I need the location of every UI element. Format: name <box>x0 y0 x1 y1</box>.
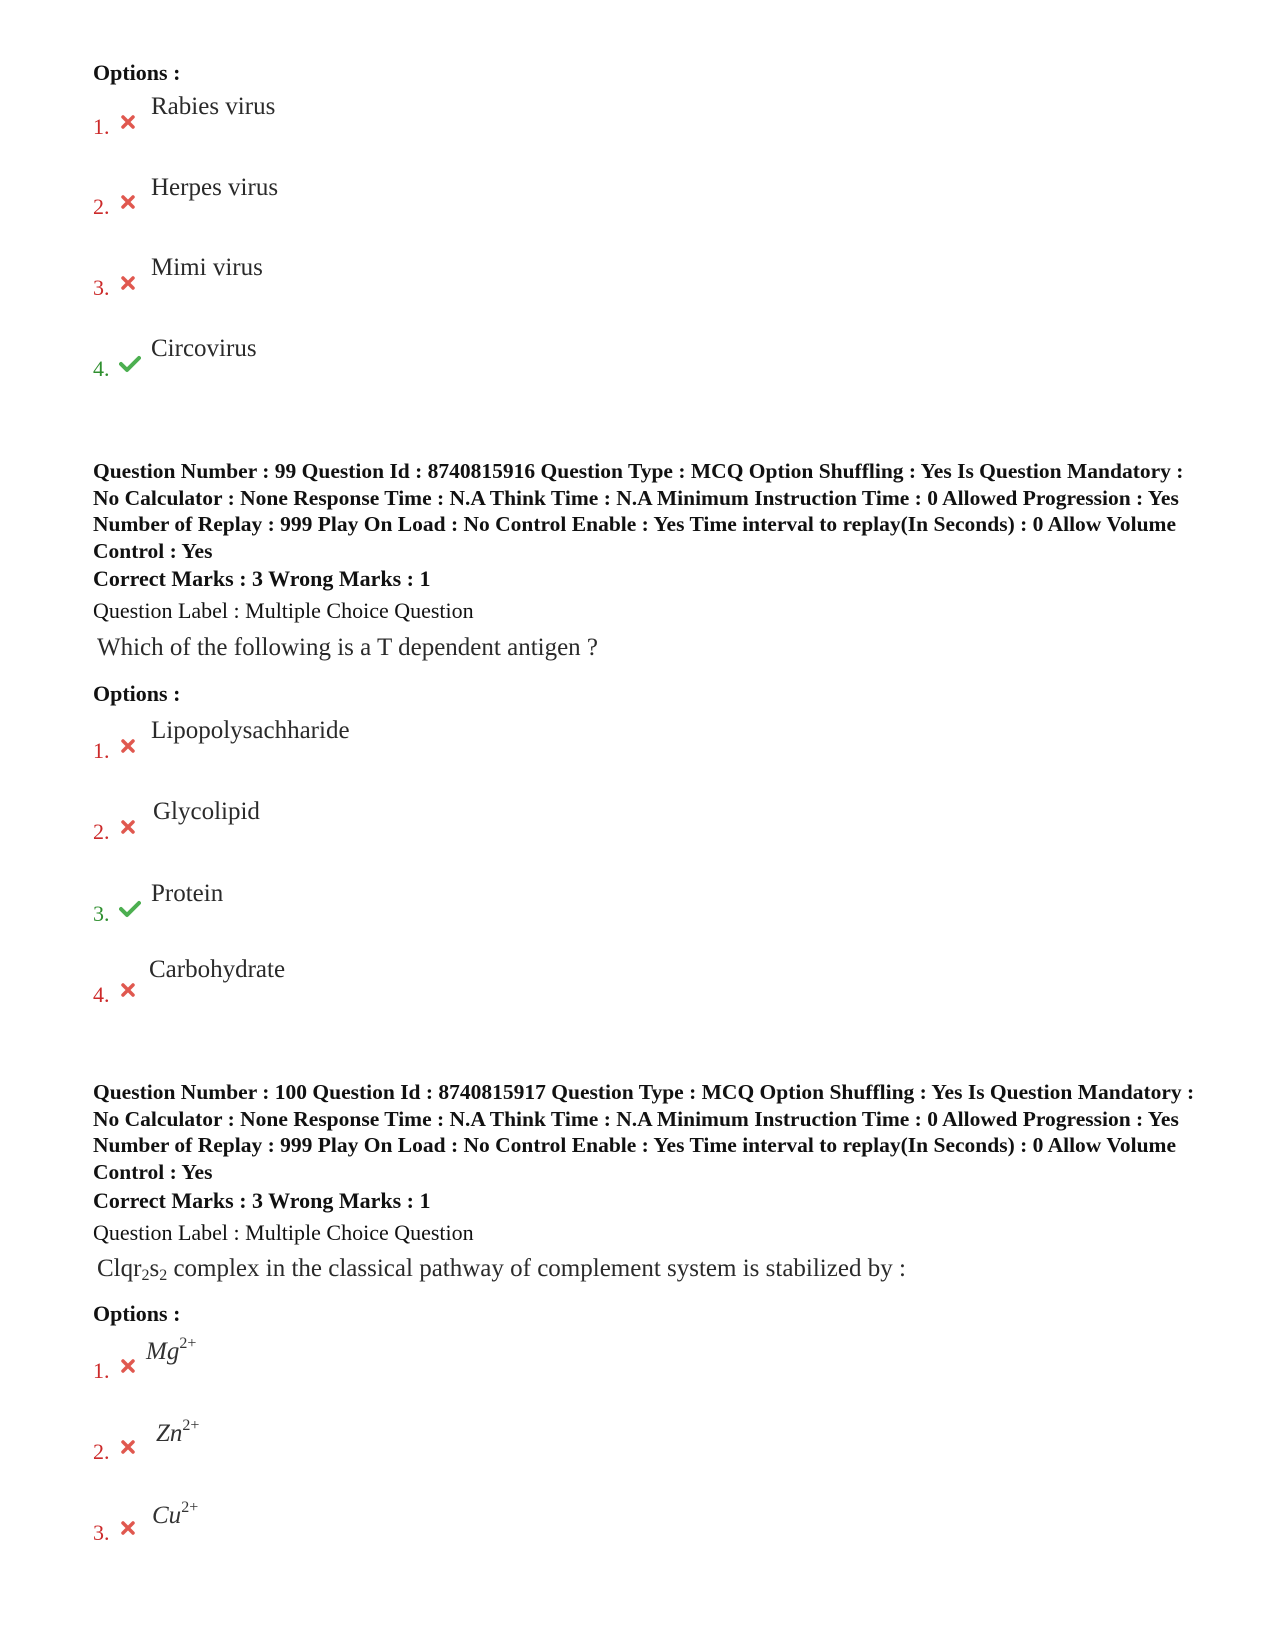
option-number: 1. <box>93 1358 110 1383</box>
question-label: Question Label : Multiple Choice Question <box>93 598 474 623</box>
question-marks: Correct Marks : 3 Wrong Marks : 1 <box>93 566 431 591</box>
options-heading: Options : <box>93 1301 181 1326</box>
option-number: 2. <box>93 1439 110 1464</box>
option-text: Mimi virus <box>151 254 263 281</box>
cross-icon <box>119 818 137 836</box>
option-number: 4. <box>93 982 110 1007</box>
cross-icon <box>119 737 137 755</box>
cross-icon <box>119 1519 137 1537</box>
option-text: Glycolipid <box>153 798 260 825</box>
option-number: 3. <box>93 275 110 300</box>
cross-icon <box>119 113 137 131</box>
question-marks: Correct Marks : 3 Wrong Marks : 1 <box>93 1188 431 1213</box>
cross-icon <box>119 1357 137 1375</box>
option-text: Lipopolysachharide <box>151 717 350 744</box>
option-formula: $Zn^{2+}$ <box>156 1417 200 1447</box>
cross-icon <box>119 1438 137 1456</box>
option-number: 3. <box>93 1520 110 1545</box>
options-heading: Options : <box>93 681 181 706</box>
option-number: 2. <box>93 194 110 219</box>
options-heading: Options : <box>93 60 181 85</box>
question-metadata: Question Number : 100 Question Id : 8740815917 Question Type : MCQ Option Shuffling : Yes Is Question Mandatory : No Calculator : None Response Time : N.A Think Time : N.A Minimum Instruction Time : 0 Allowed Progression : Yes Number of Replay : 999 Play On Load : No Control Enable : Yes Time interval to replay(In Seconds) : 0 Allow Volume Control : Yes <box>93 1080 1195 1184</box>
checkmark-icon <box>119 355 141 373</box>
option-text: Circovirus <box>151 335 257 362</box>
cross-icon <box>119 193 137 211</box>
checkmark-icon <box>119 900 141 918</box>
question-metadata: Question Number : 99 Question Id : 8740815916 Question Type : MCQ Option Shuffling : Yes Is Question Mandatory : No Calculator : None Response Time : N.A Think Time : N.A Minimum Instruction Time : 0 Allowed Progression : Yes Number of Replay : 999 Play On Load : No Control Enable : Yes Time interval to replay(In Seconds) : 0 Allow Volume Control : Yes <box>93 459 1184 563</box>
option-number: 2. <box>93 819 110 844</box>
option-number: 1. <box>93 114 110 139</box>
option-number: 1. <box>93 738 110 763</box>
option-number: 3. <box>93 901 110 926</box>
option-formula: $Mg^{2+}$ <box>146 1335 197 1365</box>
option-text: Herpes virus <box>151 174 279 201</box>
option-number: 4. <box>93 356 110 381</box>
question-text: $Clqr_2s_2$ complex in the classical pathway of complement system is stabilized by : <box>97 1255 906 1284</box>
option-text: Rabies virus <box>151 93 276 120</box>
question-label: Question Label : Multiple Choice Question <box>93 1220 474 1245</box>
cross-icon <box>119 274 137 292</box>
option-formula: $Cu^{2+}$ <box>152 1499 199 1529</box>
option-text: Protein <box>151 880 224 907</box>
question-text: Which of the following is a T dependent antigen ? <box>97 634 599 661</box>
cross-icon <box>119 981 137 999</box>
option-text: Carbohydrate <box>149 956 286 983</box>
